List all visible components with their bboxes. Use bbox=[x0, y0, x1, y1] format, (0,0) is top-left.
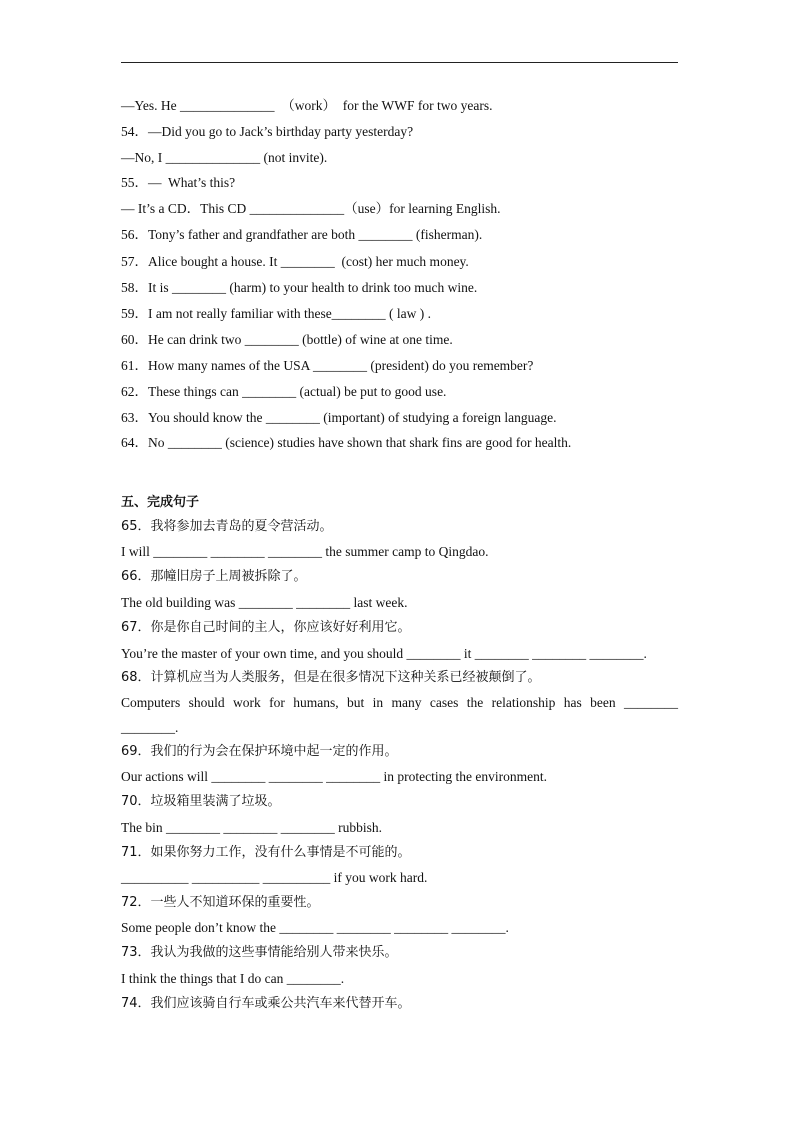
english-sentence: You’re the master of your own time, and you should ________ it ________ ________ ________. bbox=[121, 646, 647, 661]
exercise-line: —Yes. He ______________ （work） for the WWF for two years. bbox=[121, 98, 493, 113]
chinese-prompt: 65．我将参加去青岛的夏令营活动。 bbox=[121, 519, 333, 534]
chinese-prompt: 66．那幢旧房子上周被拆除了。 bbox=[121, 569, 307, 584]
exercise-line: 56．Tony’s father and grandfather are both ________ (fisherman). bbox=[121, 227, 483, 242]
english-sentence-continuation: ________. bbox=[121, 720, 179, 735]
exercise-line: — It’s a CD．This CD ______________（use）for learning English. bbox=[121, 201, 501, 216]
chinese-prompt: 74．我们应该骑自行车或乘公共汽车来代替开车。 bbox=[121, 996, 411, 1011]
chinese-prompt: 72．一些人不知道环保的重要性。 bbox=[121, 895, 320, 910]
header-rule bbox=[121, 62, 678, 63]
english-sentence: Computers should work for humans, but in many cases the relationship has been ________ bbox=[121, 695, 678, 710]
exercise-line: 55．— What’s this? bbox=[121, 175, 236, 190]
exercise-line: 54．—Did you go to Jack’s birthday party yesterday? bbox=[121, 124, 414, 139]
exercise-line: 61．How many names of the USA ________ (president) do you remember? bbox=[121, 358, 534, 373]
exercise-line: 63．You should know the ________ (important) of studying a foreign language. bbox=[121, 410, 557, 425]
chinese-prompt: 67．你是你自己时间的主人，你应该好好利用它。 bbox=[121, 620, 411, 635]
exercise-line: 64．No ________ (science) studies have shown that shark fins are good for health. bbox=[121, 435, 572, 450]
english-sentence: The old building was ________ ________ last week. bbox=[121, 595, 408, 610]
english-sentence: The bin ________ ________ ________ rubbish. bbox=[121, 820, 382, 835]
chinese-prompt: 71．如果你努力工作，没有什么事情是不可能的。 bbox=[121, 845, 411, 860]
chinese-prompt: 70．垃圾箱里装满了垃圾。 bbox=[121, 794, 281, 809]
english-sentence: I think the things that I do can ________. bbox=[121, 971, 345, 986]
exercise-line: —No, I ______________ (not invite). bbox=[121, 150, 328, 165]
exercise-line: 57．Alice bought a house. It ________ (cost) her much money. bbox=[121, 254, 469, 269]
english-sentence: Our actions will ________ ________ ________ in protecting the environment. bbox=[121, 769, 547, 784]
chinese-prompt: 68．计算机应当为人类服务，但是在很多情况下这种关系已经被颠倒了。 bbox=[121, 670, 541, 685]
chinese-prompt: 73．我认为我做的这些事情能给别人带来快乐。 bbox=[121, 945, 398, 960]
exercise-line: 58．It is ________ (harm) to your health to drink too much wine. bbox=[121, 280, 478, 295]
section-title: 五、完成句子 bbox=[121, 495, 200, 510]
chinese-prompt: 69．我们的行为会在保护环境中起一定的作用。 bbox=[121, 744, 398, 759]
exercise-line: 62．These things can ________ (actual) be put to good use. bbox=[121, 384, 447, 399]
exercise-line: 59．I am not really familiar with these________ ( law ) . bbox=[121, 306, 432, 321]
english-sentence: __________ __________ __________ if you work hard. bbox=[121, 870, 428, 885]
english-sentence: Some people don’t know the ________ ________ ________ ________. bbox=[121, 920, 509, 935]
english-sentence: I will ________ ________ ________ the summer camp to Qingdao. bbox=[121, 544, 489, 559]
exercise-line: 60．He can drink two ________ (bottle) of wine at one time. bbox=[121, 332, 453, 347]
